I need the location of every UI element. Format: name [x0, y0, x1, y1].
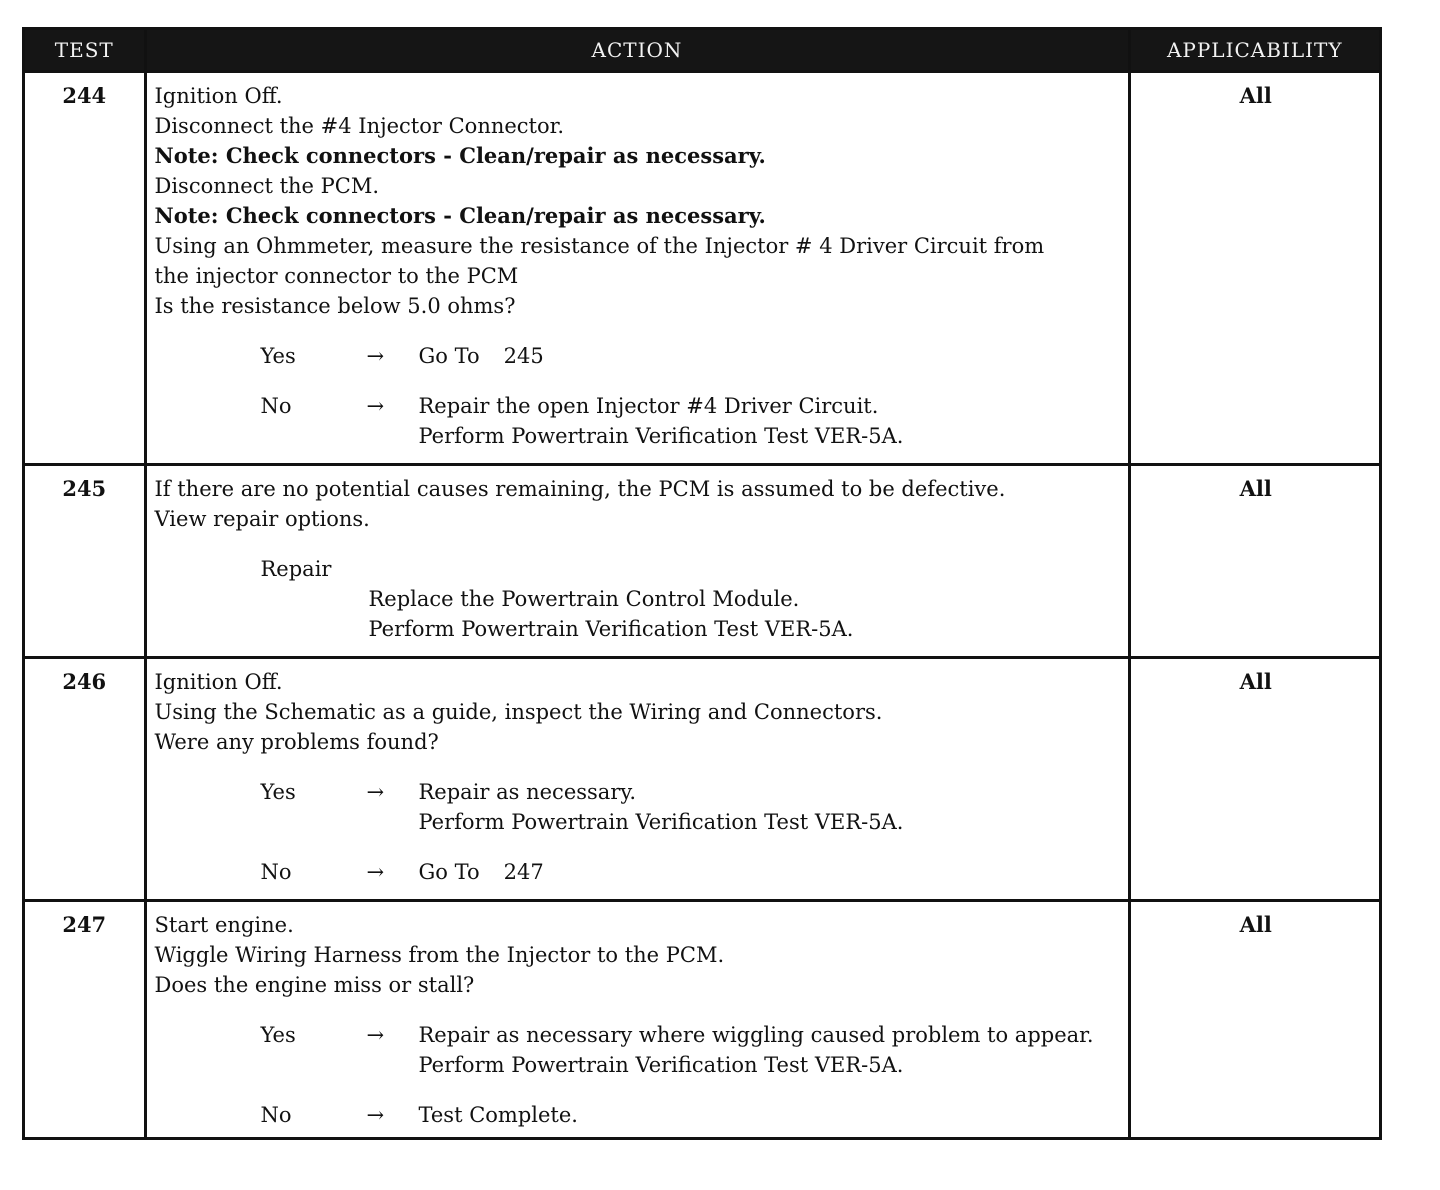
yes-branch	[155, 1020, 1122, 1080]
question-line: Were any problems found?	[154, 730, 439, 754]
action-line: Wiggle Wiring Harness from the Injector to the PCM.	[154, 943, 725, 967]
test-number: 245	[25, 465, 145, 658]
goto-text: Go To	[418, 344, 480, 368]
applicability-cell: All	[1129, 901, 1379, 1141]
no-branch	[155, 857, 1122, 887]
result-line: Repair as necessary.	[418, 780, 637, 804]
action-line: Using the Schematic as a guide, inspect the Wiring and Connectors.	[154, 700, 883, 724]
yes-branch	[155, 777, 1122, 837]
header-test: TEST	[25, 30, 145, 72]
arrow-right-icon: →	[366, 860, 385, 884]
no-result: Test Complete.	[418, 1103, 578, 1127]
result-line: Repair as necessary where wiggling caused problem to appear.	[418, 1023, 1094, 1047]
yes-label: Yes	[260, 1023, 296, 1047]
result-line: Perform Powertrain Verification Test VER-5A.	[418, 810, 904, 834]
note-line: Note: Check connectors - Clean/repair as necessary.	[154, 203, 766, 228]
header-row	[25, 30, 1379, 72]
goto-text: Go To	[418, 860, 480, 884]
result-line: Repair the open Injector #4 Driver Circuit.	[418, 394, 879, 418]
diagnostic-procedure-table	[25, 30, 1379, 1140]
action-line: Disconnect the #4 Injector Connector.	[154, 114, 565, 138]
action-line: Start engine.	[154, 913, 294, 937]
result-line: Perform Powertrain Verification Test VER-5A.	[418, 1053, 904, 1077]
no-result	[419, 857, 1122, 887]
action-line: Using an Ohmmeter, measure the resistance of the Injector # 4 Driver Circuit from	[154, 234, 1045, 258]
action-line: the injector connector to the PCM	[154, 264, 519, 288]
note-line: Note: Check connectors - Clean/repair as necessary.	[154, 143, 766, 168]
table-row	[25, 901, 1379, 1141]
action-cell	[145, 465, 1129, 658]
test-number: 246	[25, 658, 145, 901]
arrow-right-icon: →	[366, 344, 385, 368]
applicability-cell: All	[1129, 465, 1379, 658]
table-row	[25, 658, 1379, 901]
repair-line: Replace the Powertrain Control Module.	[368, 587, 800, 611]
arrow-right-icon: →	[366, 1023, 385, 1047]
arrow-right-icon: →	[366, 1103, 385, 1127]
action-cell	[145, 658, 1129, 901]
repair-line: Perform Powertrain Verification Test VER-5A.	[368, 617, 854, 641]
yes-result	[419, 777, 1122, 837]
question-line: Is the resistance below 5.0 ohms?	[154, 294, 516, 318]
goto-target: 245	[503, 344, 544, 368]
action-cell	[145, 72, 1129, 465]
no-label: No	[260, 860, 292, 884]
goto-target: 247	[503, 860, 544, 884]
diagnostic-table-frame	[22, 27, 1382, 1140]
table-header	[25, 30, 1379, 72]
action-line: Disconnect the PCM.	[154, 174, 380, 198]
header-action: ACTION	[145, 30, 1129, 72]
table-row	[25, 72, 1379, 465]
header-applicability: APPLICABILITY	[1129, 30, 1379, 72]
no-label: No	[260, 394, 292, 418]
action-line: Ignition Off.	[154, 670, 283, 694]
yes-label: Yes	[260, 344, 296, 368]
result-line: Perform Powertrain Verification Test VER-5A.	[418, 424, 904, 448]
yes-result	[419, 341, 1122, 371]
no-result	[419, 391, 1122, 451]
table-row	[25, 465, 1379, 658]
action-line: View repair options.	[154, 507, 370, 531]
arrow-right-icon: →	[366, 394, 385, 418]
action-line: Ignition Off.	[154, 84, 283, 108]
repair-block	[155, 554, 1122, 644]
no-branch	[155, 1100, 1122, 1130]
yes-label: Yes	[260, 780, 296, 804]
applicability-cell: All	[1129, 72, 1379, 465]
action-line: If there are no potential causes remaining, the PCM is assumed to be defective.	[154, 477, 1006, 501]
yes-result	[419, 1020, 1122, 1080]
yes-branch	[155, 341, 1122, 371]
action-cell	[145, 901, 1129, 1141]
no-label: No	[260, 1103, 292, 1127]
test-number: 244	[25, 72, 145, 465]
no-branch	[155, 391, 1122, 451]
repair-label: Repair	[260, 557, 332, 581]
question-line: Does the engine miss or stall?	[154, 973, 475, 997]
applicability-cell: All	[1129, 658, 1379, 901]
arrow-right-icon: →	[366, 780, 385, 804]
test-number: 247	[25, 901, 145, 1141]
